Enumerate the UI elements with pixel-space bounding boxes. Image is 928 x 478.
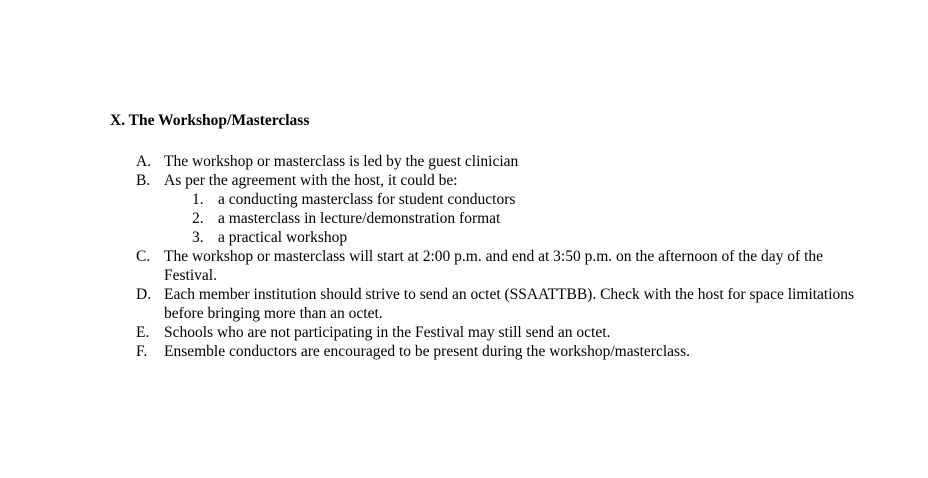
sublist-item-text: a masterclass in lecture/demonstration format (218, 210, 501, 227)
list-marker: C. (136, 248, 151, 265)
list-item-text: The workshop or masterclass is led by the guest clinician (164, 153, 519, 170)
list-item-c (136, 247, 856, 285)
sublist-marker: 1. (192, 191, 204, 208)
sublist-item-2 (136, 209, 856, 228)
list-item-a (136, 152, 856, 171)
workshop-outline (136, 152, 856, 361)
list-marker: B. (136, 172, 151, 189)
list-item-text: As per the agreement with the host, it could be: (164, 172, 458, 189)
sublist-item-text: a practical workshop (218, 229, 348, 246)
list-item-d (136, 285, 856, 323)
sublist-marker: 2. (192, 210, 204, 227)
list-item-text: The workshop or masterclass will start at 2:00 p.m. and end at 3:50 p.m. on the afternoon of the day of the Festival. (164, 248, 824, 284)
sublist-item-1 (136, 190, 856, 209)
list-item-f (136, 342, 856, 361)
list-marker: F. (136, 343, 148, 360)
list-item-text: Each member institution should strive to send an octet (SSAATTBB). Check with the host for space limitations before bringing more than an octet. (164, 286, 855, 322)
sublist-item-text: a conducting masterclass for student conductors (218, 191, 516, 208)
list-marker: A. (136, 153, 152, 170)
list-marker: E. (136, 324, 150, 341)
sublist-marker: 3. (192, 229, 204, 246)
list-marker: D. (136, 286, 152, 303)
list-item-b (136, 171, 856, 190)
list-item-e (136, 323, 856, 342)
sublist-item-3 (136, 228, 856, 247)
list-item-text: Ensemble conductors are encouraged to be present during the workshop/masterclass. (164, 343, 690, 360)
section-title: X. The Workshop/Masterclass (110, 112, 310, 129)
list-item-text: Schools who are not participating in the Festival may still send an octet. (164, 324, 611, 341)
